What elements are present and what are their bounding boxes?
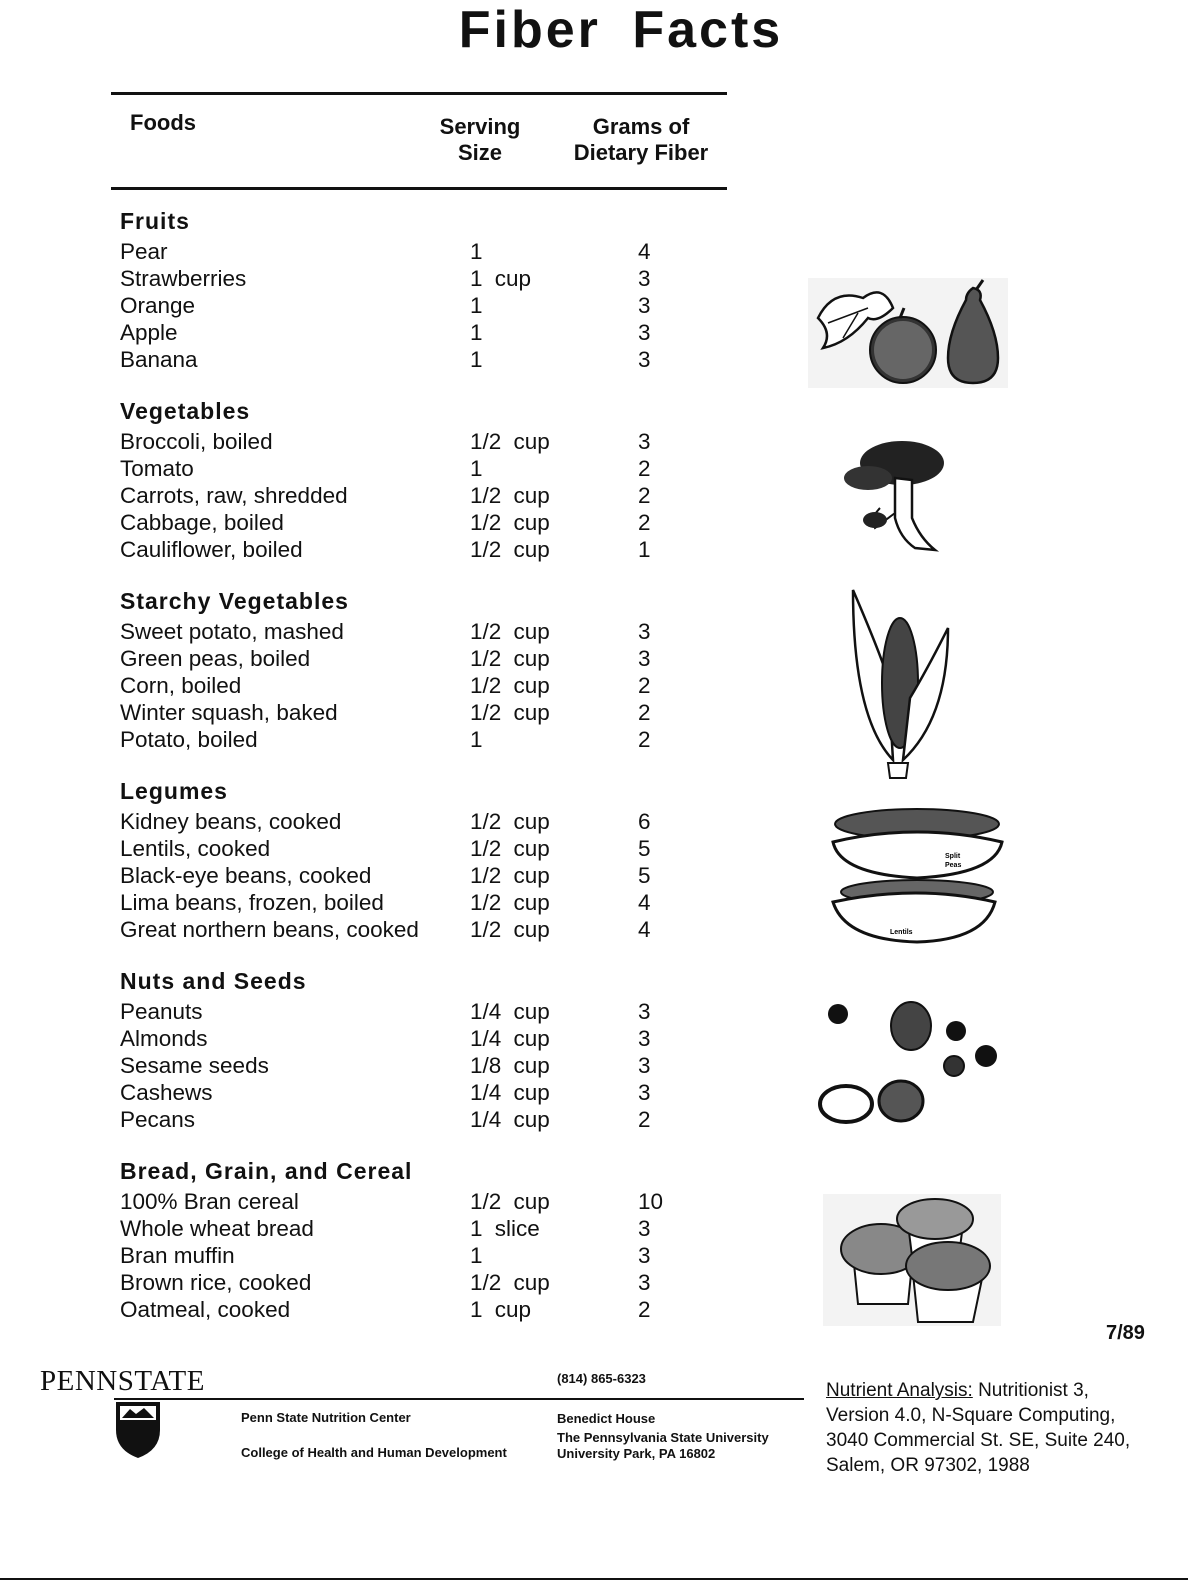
food-name: Banana xyxy=(120,347,198,372)
fiber-grams: 3 xyxy=(638,1243,651,1268)
food-name: Brown rice, cooked xyxy=(120,1270,312,1295)
fiber-grams: 2 xyxy=(638,673,651,698)
corn-illustration xyxy=(848,588,958,780)
food-row xyxy=(120,428,680,455)
category-heading: Vegetables xyxy=(120,398,251,424)
serving-size: 1 xyxy=(470,727,483,752)
category-heading: Fruits xyxy=(120,208,190,234)
date-code: 7/89 xyxy=(1106,1322,1145,1344)
category-heading: Legumes xyxy=(120,778,228,804)
food-row xyxy=(120,319,680,346)
food-name: Kidney beans, cooked xyxy=(120,809,342,834)
food-name: Lentils, cooked xyxy=(120,836,271,861)
fiber-grams: 3 xyxy=(638,619,651,644)
food-name: Black-eye beans, cooked xyxy=(120,863,372,888)
serving-size: 1 slice xyxy=(470,1216,540,1241)
phone-number: (814) 865-6323 xyxy=(557,1371,646,1386)
fiber-grams: 3 xyxy=(638,429,651,454)
food-row xyxy=(120,1052,680,1079)
food-row xyxy=(120,726,680,753)
fiber-column-header xyxy=(565,114,717,166)
serving-size: 1/2 cup xyxy=(470,700,550,725)
food-row xyxy=(120,265,680,292)
address-line2: The Pennsylvania State University xyxy=(557,1430,769,1445)
fiber-grams: 3 xyxy=(638,1270,651,1295)
food-name: Cashews xyxy=(120,1080,213,1105)
fiber-grams: 2 xyxy=(638,456,651,481)
food-row xyxy=(120,1269,680,1296)
serving-column-header xyxy=(425,114,535,166)
food-name: Cabbage, boiled xyxy=(120,510,284,535)
nutrient-analysis-line2: Version 4.0, N-Square Computing, xyxy=(826,1405,1116,1426)
serving-size: 1 xyxy=(470,320,483,345)
food-row xyxy=(120,1242,680,1269)
address-line3: University Park, PA 16802 xyxy=(557,1446,716,1461)
food-row xyxy=(120,346,680,373)
food-name: Tomato xyxy=(120,456,194,481)
serving-size: 1 cup xyxy=(470,266,532,291)
fiber-grams: 3 xyxy=(638,347,651,372)
food-name: Cauliflower, boiled xyxy=(120,537,303,562)
food-row xyxy=(120,1079,680,1106)
serving-size: 1/4 cup xyxy=(470,1107,550,1132)
page-title: Fiber Facts xyxy=(458,1,784,59)
serving-size: 1/2 cup xyxy=(470,510,550,535)
header-top-rule xyxy=(111,92,727,95)
fiber-grams: 3 xyxy=(638,266,651,291)
food-name: Pecans xyxy=(120,1107,196,1132)
nuts-illustration xyxy=(816,996,1006,1128)
food-row xyxy=(120,862,680,889)
food-row xyxy=(120,536,680,563)
serving-size: 1/2 cup xyxy=(470,646,550,671)
serving-size: 1/4 cup xyxy=(470,1080,550,1105)
fiber-grams: 3 xyxy=(638,1216,651,1241)
serving-size: 1/2 cup xyxy=(470,890,550,915)
serving-size: 1/8 cup xyxy=(470,1053,550,1078)
fiber-grams: 2 xyxy=(638,700,651,725)
serving-header-line2: Size xyxy=(457,140,503,165)
fiber-grams: 2 xyxy=(638,510,651,535)
food-row xyxy=(120,618,680,645)
fiber-grams: 2 xyxy=(638,1297,651,1322)
food-name: 100% Bran cereal xyxy=(120,1189,299,1214)
split-peas-label-line2: Peas xyxy=(945,862,962,869)
food-row xyxy=(120,1215,680,1242)
nutrition-center: Penn State Nutrition Center xyxy=(241,1410,411,1425)
page-bottom-rule xyxy=(0,1578,1188,1580)
fiber-grams: 3 xyxy=(638,646,651,671)
college-name: College of Health and Human Development xyxy=(241,1445,507,1460)
fiber-grams: 3 xyxy=(638,320,651,345)
nutrient-analysis-label: Nutrient Analysis: xyxy=(826,1380,973,1401)
food-name: Broccoli, boiled xyxy=(120,429,273,454)
fiber-header-line1: Grams of xyxy=(592,114,690,139)
food-row xyxy=(120,482,680,509)
food-name: Pear xyxy=(120,239,168,264)
food-name: Oatmeal, cooked xyxy=(120,1297,291,1322)
food-name: Strawberries xyxy=(120,266,247,291)
serving-size: 1/2 cup xyxy=(470,1270,550,1295)
footer-rule xyxy=(114,1398,804,1400)
category-heading: Nuts and Seeds xyxy=(120,968,307,994)
fiber-grams: 5 xyxy=(638,863,651,888)
fiber-grams: 1 xyxy=(638,537,651,562)
food-name: Almonds xyxy=(120,1026,208,1051)
serving-size: 1/2 cup xyxy=(470,429,550,454)
fiber-grams: 3 xyxy=(638,1053,651,1078)
food-row xyxy=(120,645,680,672)
food-row xyxy=(120,998,680,1025)
food-name: Whole wheat bread xyxy=(120,1216,314,1241)
food-row xyxy=(120,1025,680,1052)
muffins-illustration xyxy=(823,1194,1001,1326)
fiber-grams: 3 xyxy=(638,1080,651,1105)
fiber-grams: 4 xyxy=(638,239,651,264)
food-row xyxy=(120,889,680,916)
address-line1: Benedict House xyxy=(557,1411,656,1426)
serving-size: 1/2 cup xyxy=(470,836,550,861)
food-row xyxy=(120,835,680,862)
serving-size: 1 xyxy=(470,1243,483,1268)
food-name: Peanuts xyxy=(120,999,203,1024)
fiber-grams: 10 xyxy=(638,1189,664,1214)
food-row xyxy=(120,672,680,699)
food-row xyxy=(120,509,680,536)
serving-size: 1/2 cup xyxy=(470,673,550,698)
fruit-illustration xyxy=(808,278,1008,388)
fiber-grams: 6 xyxy=(638,809,651,834)
category-heading: Starchy Vegetables xyxy=(120,588,349,614)
serving-header-line1: Serving xyxy=(439,114,521,139)
serving-size: 1/2 cup xyxy=(470,917,550,942)
serving-size: 1 xyxy=(470,239,483,264)
food-row xyxy=(120,1188,680,1215)
food-row xyxy=(120,292,680,319)
food-name: Bran muffin xyxy=(120,1243,235,1268)
serving-size: 1 xyxy=(470,456,483,481)
food-name: Sesame seeds xyxy=(120,1053,269,1078)
fiber-grams: 2 xyxy=(638,1107,651,1132)
nutrient-analysis-note xyxy=(826,1378,1186,1478)
food-row xyxy=(120,699,680,726)
fiber-grams: 2 xyxy=(638,727,651,752)
serving-size: 1/4 cup xyxy=(470,999,550,1024)
fiber-grams: 4 xyxy=(638,890,651,915)
food-row xyxy=(120,1106,680,1133)
food-row xyxy=(120,808,680,835)
fiber-grams: 5 xyxy=(638,836,651,861)
split-peas-label-line1: Split xyxy=(945,853,961,860)
foods-column-header: Foods xyxy=(130,110,196,135)
fiber-grams: 3 xyxy=(638,1026,651,1051)
fiber-grams: 4 xyxy=(638,917,651,942)
food-name: Carrots, raw, shredded xyxy=(120,483,348,508)
serving-size: 1/2 cup xyxy=(470,809,550,834)
food-name: Green peas, boiled xyxy=(120,646,311,671)
food-name: Potato, boiled xyxy=(120,727,258,752)
serving-size: 1 xyxy=(470,293,483,318)
header-bottom-rule xyxy=(111,187,727,190)
serving-size: 1/2 cup xyxy=(470,863,550,888)
nutrient-analysis-line1: Nutritionist 3, xyxy=(978,1380,1089,1401)
fiber-grams: 3 xyxy=(638,999,651,1024)
serving-size: 1/2 cup xyxy=(470,537,550,562)
nutrient-analysis-line3: 3040 Commercial St. SE, Suite 240, xyxy=(826,1430,1131,1451)
food-name: Apple xyxy=(120,320,178,345)
serving-size: 1/2 cup xyxy=(470,483,550,508)
broccoli-illustration xyxy=(840,438,950,556)
legumes-illustration xyxy=(830,802,1005,948)
serving-size: 1 xyxy=(470,347,483,372)
food-name: Lima beans, frozen, boiled xyxy=(120,890,384,915)
lentils-label: Lentils xyxy=(890,929,913,936)
serving-size: 1/2 cup xyxy=(470,1189,550,1214)
penn-state-shield-icon xyxy=(114,1400,162,1460)
food-name: Great northern beans, cooked xyxy=(120,917,419,942)
food-row xyxy=(120,455,680,482)
category-heading: Bread, Grain, and Cereal xyxy=(120,1158,413,1184)
food-row xyxy=(120,916,680,943)
food-name: Sweet potato, mashed xyxy=(120,619,344,644)
penn-state-wordmark: PENNSTATE xyxy=(40,1365,205,1397)
food-name: Winter squash, baked xyxy=(120,700,338,725)
food-row xyxy=(120,1296,680,1323)
nutrient-analysis-line4: Salem, OR 97302, 1988 xyxy=(826,1455,1030,1476)
fiber-grams: 2 xyxy=(638,483,651,508)
serving-size: 1 cup xyxy=(470,1297,532,1322)
serving-size: 1/4 cup xyxy=(470,1026,550,1051)
food-name: Corn, boiled xyxy=(120,673,242,698)
food-name: Orange xyxy=(120,293,196,318)
fiber-header-line2: Dietary Fiber xyxy=(573,140,709,165)
fiber-grams: 3 xyxy=(638,293,651,318)
food-row xyxy=(120,238,680,265)
serving-size: 1/2 cup xyxy=(470,619,550,644)
